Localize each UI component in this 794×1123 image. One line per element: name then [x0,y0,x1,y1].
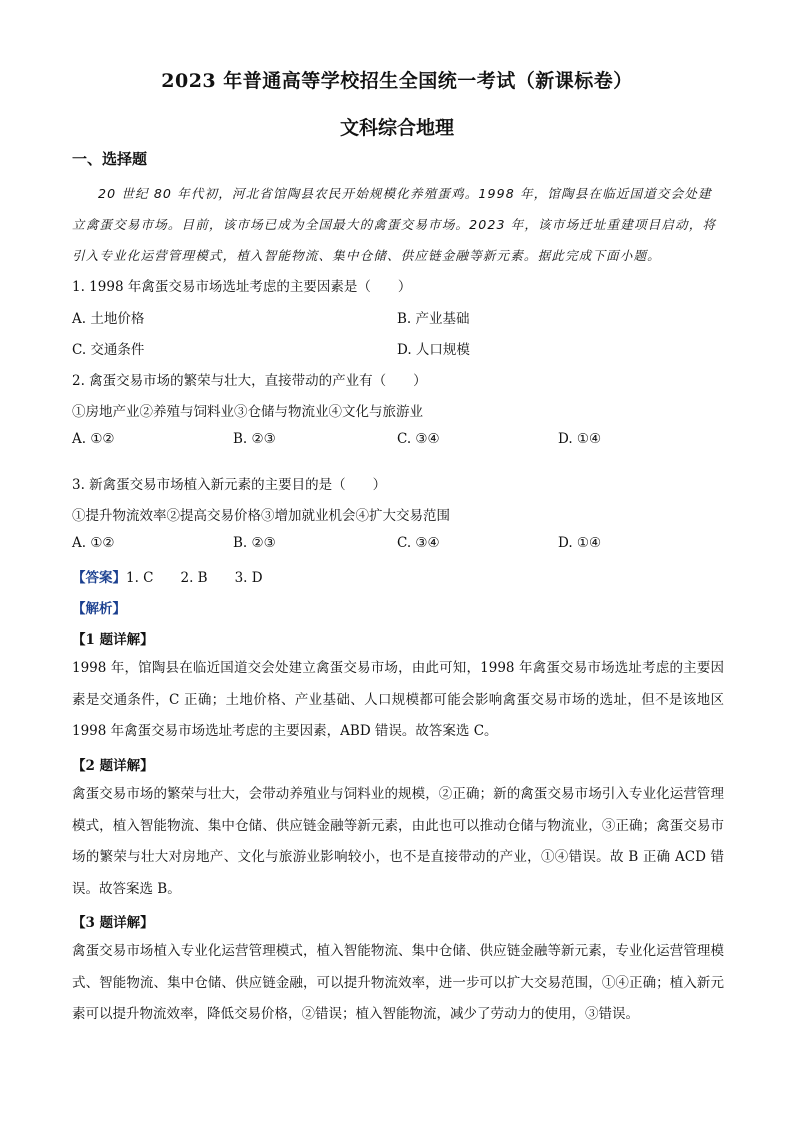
question-2-option-a: A. ①② [72,431,115,447]
analysis-label: 【解析】 [72,601,126,617]
question-3-option-c: C. ③④ [397,535,440,551]
detail-2-heading: 【2 题详解】 [72,758,154,774]
detail-1-heading: 【1 题详解】 [72,632,154,648]
question-1-option-c: C. 交通条件 [72,342,145,358]
detail-3-text: 禽蛋交易市场植入专业化运营管理模式，植入智能物流、集中仓储、供应链金融等新元素，专业化运营管理模式、智能物流、集中仓储、供应链金融，可以提升物流效率，进一步可以扩大交易范围，①④正确；植入新元素可以提升物流效率，降低交易价格，②错误；植入智能物流，减少了劳动力的使用，③错误。 [72,943,724,1022]
detail-3-heading: 【3 题详解】 [72,915,154,931]
answer-line [72,566,263,586]
question-1-option-a: A. 土地价格 [72,311,145,327]
question-3-option-b: B. ②③ [233,535,276,551]
question-3-option-d: D. ①④ [558,535,602,551]
detail-2-text: 禽蛋交易市场的繁荣与壮大，会带动养殖业与饲料业的规模，②正确；新的禽蛋交易市场引入专业化运营管理模式，植入智能物流、集中仓储、供应链金融等新元素，由此也可以推动仓储与物流业，③正确；禽蛋交易市场的繁荣与壮大对房地产、文化与旅游业影响较小，也不是直接带动的产业，①④错误。故 B 正确 ACD 错误。故答案选 B。 [72,786,724,897]
question-2-items: ①房地产业②养殖与饲料业③仓储与物流业④文化与旅游业 [72,404,423,420]
question-3-items: ①提升物流效率②提高交易价格③增加就业机会④扩大交易范围 [72,508,450,524]
question-3-option-a: A. ①② [72,535,115,551]
answer-label: 【答案】 [72,570,126,586]
page-subtitle: 文科综合地理 [339,117,454,139]
question-2-option-d: D. ①④ [558,431,602,447]
section-heading: 一、选择题 [72,150,148,168]
question-2-stem: 2. 禽蛋交易市场的繁荣与壮大，直接带动的产业有（ ） [72,373,427,389]
question-1-stem: 1. 1998 年禽蛋交易市场选址考虑的主要因素是（ ） [72,279,412,295]
question-3-stem: 3. 新禽蛋交易市场植入新元素的主要目的是（ ） [72,477,387,493]
answer-text: 1. C 2. B 3. D [126,570,263,586]
question-2-option-c: C. ③④ [397,431,440,447]
reading-passage: 20 世纪 80 年代初，河北省馆陶县农民开始规模化养殖蛋鸡。1998 年，馆陶县在临近国道交会处建立禽蛋交易市场。目前，该市场已成为全国最大的禽蛋交易市场。2023 年，该市场迁址重建项目启动，将引入专业化运营管理模式，植入智能物流、集中仓储、供应链金融等新元素。据此完成下面小题。 [72,186,717,263]
question-2-option-b: B. ②③ [233,431,276,447]
detail-1-text: 1998 年，馆陶县在临近国道交会处建立禽蛋交易市场，由此可知，1998 年禽蛋交易市场选址考虑的主要因素是交通条件，C 正确；土地价格、产业基础、人口规模都可能会影响禽蛋交易市场的选址，但不是该地区 1998 年禽蛋交易市场选址考虑的主要因素，ABD 错误。故答案选 C。 [72,660,724,739]
question-1-option-b: B. 产业基础 [397,311,470,327]
page-title: 2023 年普通高等学校招生全国统一考试（新课标卷） [161,70,633,92]
question-1-option-d: D. 人口规模 [397,342,470,358]
